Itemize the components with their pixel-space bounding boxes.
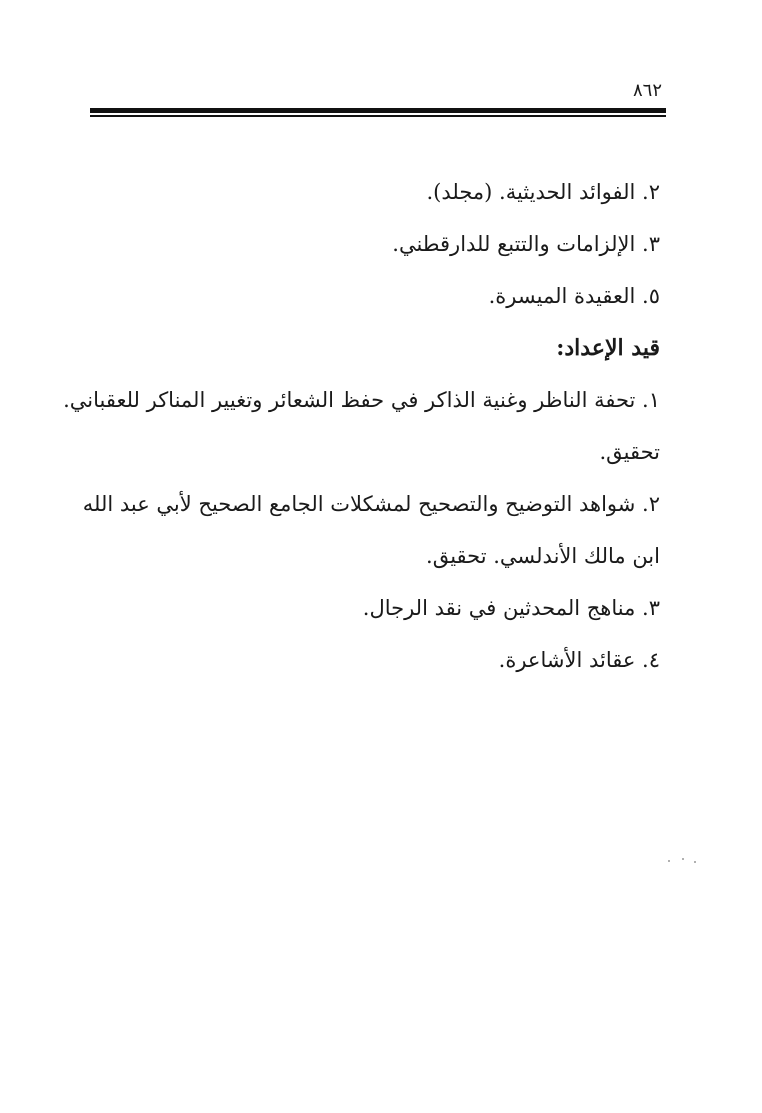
list-item: ٣. الإلزامات والتتبع للدارقطني. xyxy=(392,232,660,256)
list-item: ٢. شواهد التوضيح والتصحيح لمشكلات الجامع الصحيح لأبي عبد الله xyxy=(82,492,660,516)
header-rule-thin xyxy=(90,115,666,117)
list-item: ٢. الفوائد الحديثية. (مجلد). xyxy=(426,180,660,204)
section-heading: قيد الإعداد: xyxy=(556,335,660,361)
scan-speck xyxy=(668,860,670,862)
list-item: ٤. عقائد الأشاعرة. xyxy=(498,648,660,672)
page-number: ٨٦٢ xyxy=(632,80,662,101)
list-item-continuation: ابن مالك الأندلسي. تحقيق. xyxy=(426,544,660,568)
list-item: ٣. مناهج المحدثين في نقد الرجال. xyxy=(362,596,660,620)
scan-speck xyxy=(694,861,696,863)
list-item-continuation: تحقيق. xyxy=(599,440,660,464)
list-item: ٥. العقيدة الميسرة. xyxy=(488,284,660,308)
page-body xyxy=(63,166,660,686)
list-item: ١. تحفة الناظر وغنية الذاكر في حفظ الشعائر وتغيير المناكر للعقباني. xyxy=(63,388,660,412)
header-rule-thick xyxy=(90,108,666,113)
scan-speck xyxy=(682,858,684,860)
